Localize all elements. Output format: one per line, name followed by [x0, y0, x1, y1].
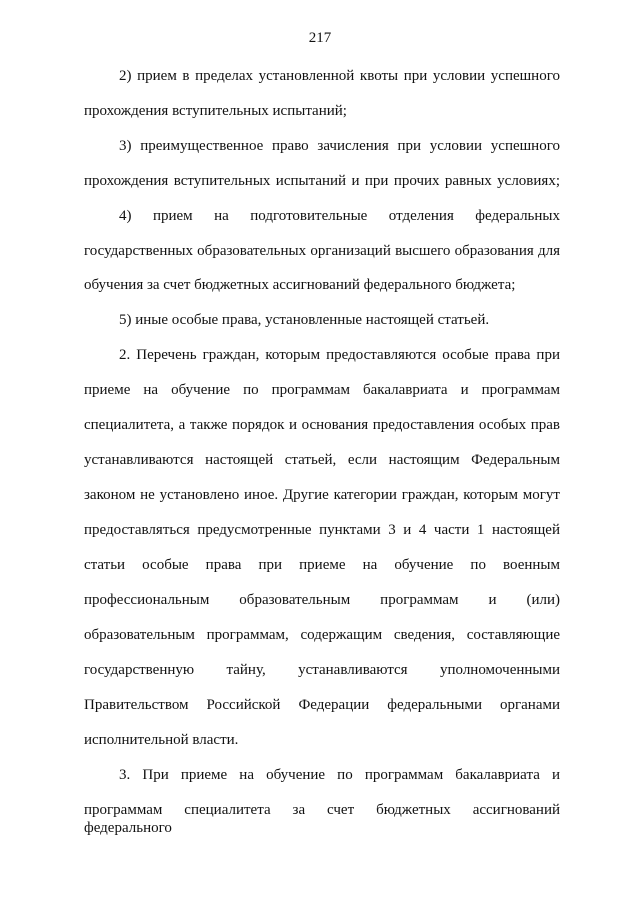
text-line: предоставляться предусмотренные пунктами 3 и 4 части 1 настоящей — [84, 522, 560, 538]
text-line: 3) преимущественное право зачисления при условии успешного — [119, 138, 560, 154]
text-line: 2. Перечень граждан, которым предоставляются особые права при — [119, 347, 560, 363]
text-line: профессиональным образовательным программам и (или) — [84, 592, 560, 608]
text-line: устанавливаются настоящей статьей, если настоящим Федеральным — [84, 452, 560, 468]
text-line: 4) прием на подготовительные отделения федеральных — [119, 208, 560, 224]
text-line: законом не установлено иное. Другие категории граждан, которым могут — [84, 487, 560, 503]
text-line: программам специалитета за счет бюджетных ассигнований федерального — [84, 802, 560, 836]
text-line: 5) иные особые права, установленные настоящей статьей. — [119, 312, 490, 328]
text-line: государственную тайну, устанавливаются уполномоченными — [84, 662, 560, 678]
text-line: образовательным программам, содержащим сведения, составляющие — [84, 627, 560, 643]
text-line: 2) прием в пределах установленной квоты при условии успешного — [119, 68, 560, 84]
text-line: 3. При приеме на обучение по программам бакалавриата и — [119, 767, 560, 783]
text-line: приеме на обучение по программам бакалавриата и программам — [84, 382, 560, 398]
page-number: 217 — [308, 30, 332, 46]
text-line: прохождения вступительных испытаний; — [84, 103, 347, 119]
text-line: статьи особые права при приеме на обучение по военным — [84, 557, 560, 573]
text-line: специалитета, а также порядок и основания предоставления особых прав — [84, 417, 560, 433]
text-line: прохождения вступительных испытаний и при прочих равных условиях; — [84, 173, 560, 189]
text-line: Правительством Российской Федерации федеральными органами — [84, 697, 560, 713]
text-line: обучения за счет бюджетных ассигнований федерального бюджета; — [84, 277, 516, 293]
text-line: государственных образовательных организаций высшего образования для — [84, 243, 560, 259]
text-line: исполнительной власти. — [84, 732, 239, 748]
